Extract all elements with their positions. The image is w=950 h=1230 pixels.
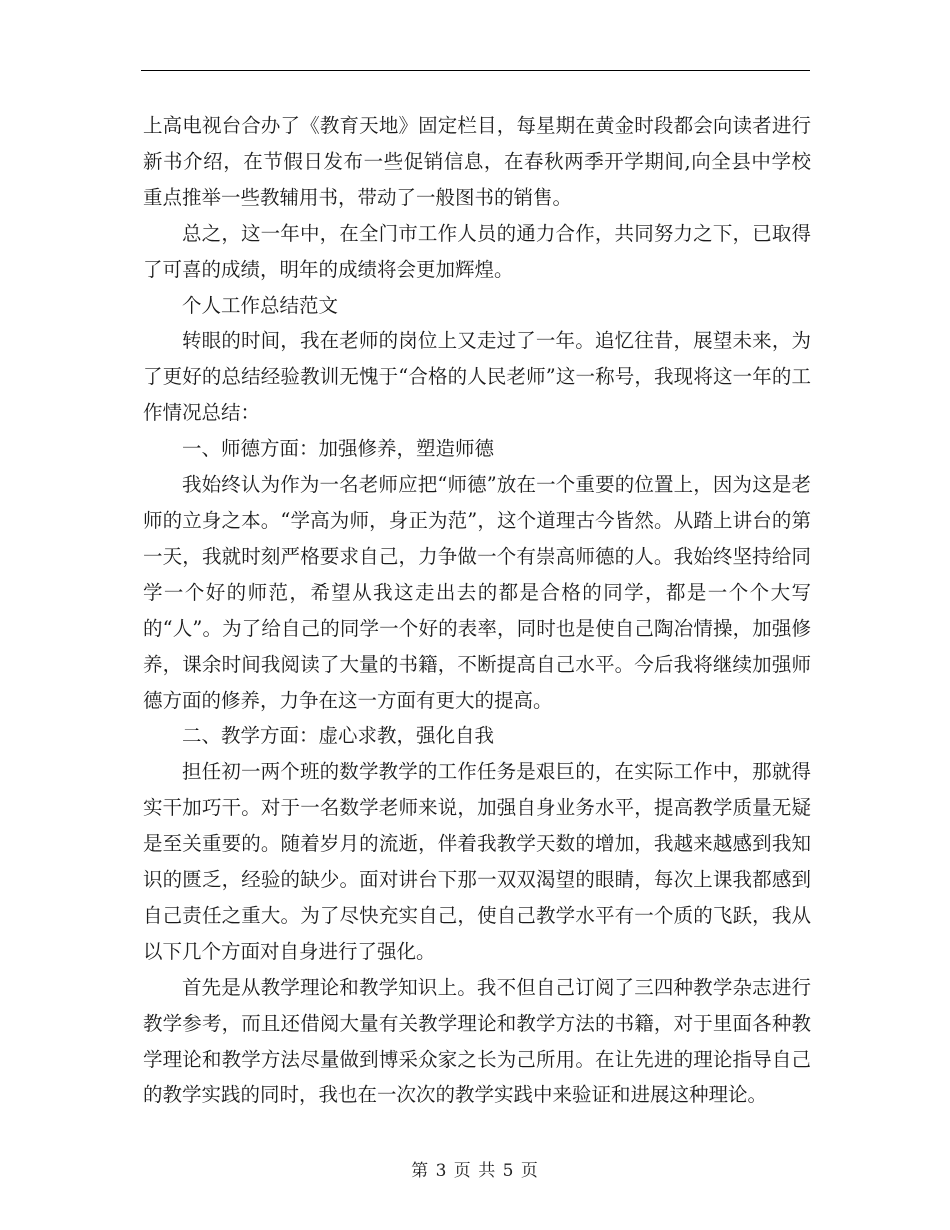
page-number: 第 3 页 共 5 页 [411, 1161, 539, 1181]
paragraph: 担任初一两个班的数学教学的工作任务是艰巨的，在实际工作中，那就得实干加巧干。对于一名数学老师来说，加强自身业务水平，提高教学质量无疑是至关重要的。随着岁月的流逝，伴着我教学天数的增加，我越来越感到我知识的匮乏，经验的缺少。面对讲台下那一双双渴望的眼睛，每次上课我都感到自己责任之重大。为了尽快充实自己，使自己教学水平有一个质的飞跃，我从以下几个方面对自身进行了强化。 [143, 760, 811, 963]
section-heading: 个人工作总结范文 [182, 293, 339, 317]
paragraph: 总之，这一年中，在全门市工作人员的通力合作，共同努力之下，已取得了可喜的成绩，明年的成绩将会更加辉煌。 [143, 221, 811, 281]
section-heading: 一、师德方面：加强修养，塑造师德 [182, 437, 495, 461]
paragraph: 转眼的时间，我在老师的岗位上又走过了一年。追忆往昔，展望未来，为了更好的总结经验教训无愧于“合格的人民老师”这一称号，我现将这一年的工作情况总结： [143, 329, 811, 425]
document-body [143, 108, 811, 1113]
paragraph: 首先是从教学理论和教学知识上。我不但自己订阅了三四种教学杂志进行教学参考，而且还借阅大量有关教学理论和教学方法的书籍，对于里面各种教学理论和教学方法尽量做到博采众家之长为己所用。在让先进的理论指导自己的教学实践的同时，我也在一次次的教学实践中来验证和进展这种理论。 [143, 975, 811, 1107]
header-rule [141, 70, 810, 71]
paragraph: 上高电视台合办了《教育天地》固定栏目，每星期在黄金时段都会向读者进行新书介绍，在节假日发布一些促销信息，在春秋两季开学期间,向全县中学校重点推举一些教辅用书，带动了一般图书的销售。 [143, 114, 811, 209]
section-heading: 二、教学方面：虚心求教，强化自我 [182, 724, 495, 748]
paragraph: 我始终认为作为一名老师应把“师德”放在一个重要的位置上，因为这是老师的立身之本。“学高为师，身正为范”，这个道理古今皆然。从踏上讲台的第一天，我就时刻严格要求自己，力争做一个有崇高师德的人。我始终坚持给同学一个好的师范，希望从我这走出去的都是合格的同学，都是一个个大写的“人”。为了给自己的同学一个好的表率，同时也是使自己陶冶情操，加强修养，课余时间我阅读了大量的书籍，不断提高自己水平。今后我将继续加强师德方面的修养，力争在这一方面有更大的提高。 [143, 473, 811, 712]
